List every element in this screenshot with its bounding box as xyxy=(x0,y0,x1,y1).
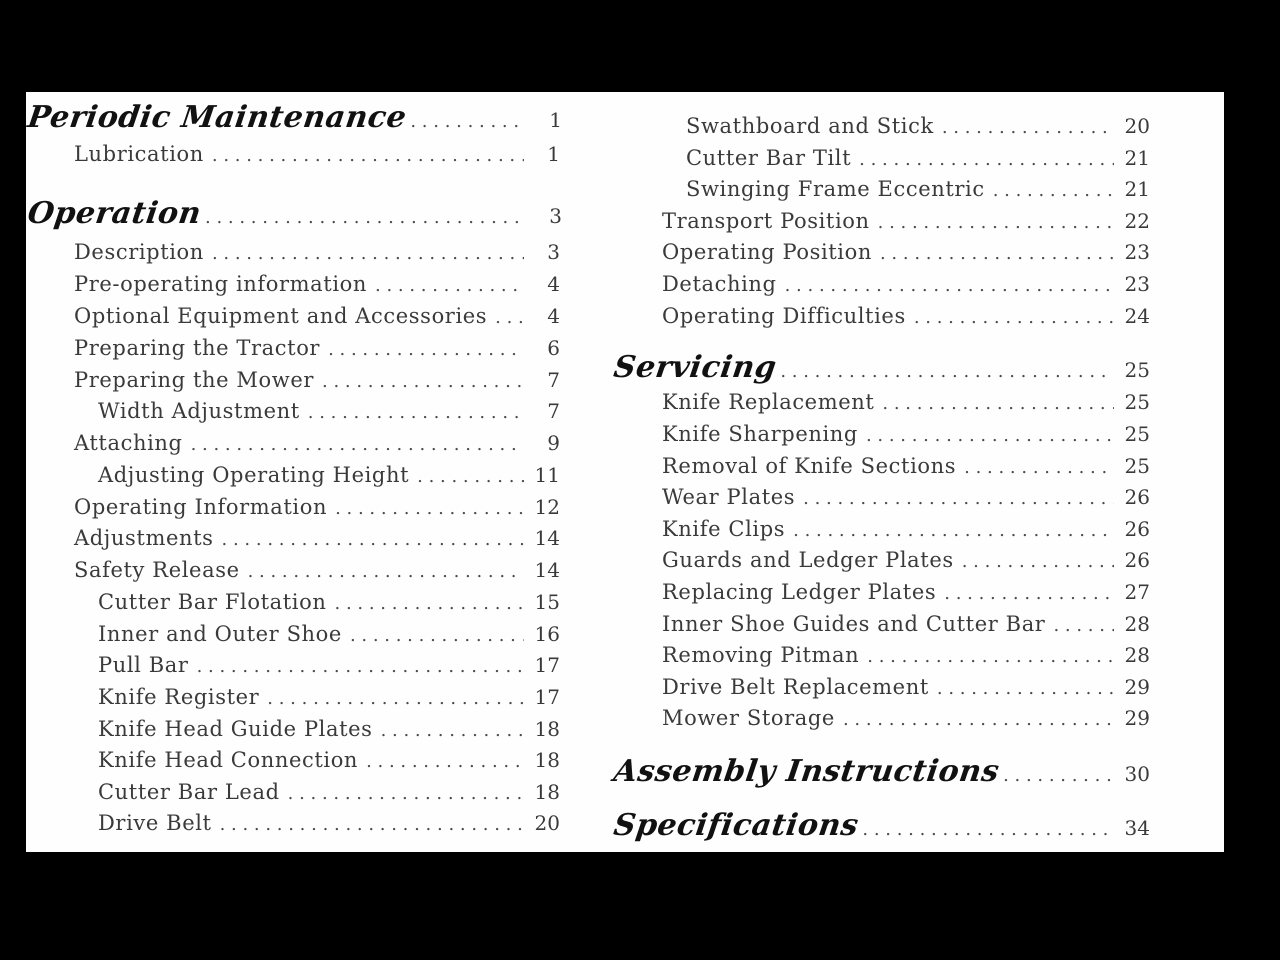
toc-entry-adjusting-height[interactable] xyxy=(98,463,560,487)
toc-entry-operating-position[interactable] xyxy=(662,240,1150,264)
toc-entry-adjustments[interactable] xyxy=(74,526,560,550)
leader-dots xyxy=(197,656,524,677)
leader-dots xyxy=(308,402,524,423)
leader-dots xyxy=(1053,615,1114,636)
toc-entry-operating-information[interactable] xyxy=(74,495,560,519)
page-number: 29 xyxy=(1124,675,1150,699)
toc-entry-label: Inner and Outer Shoe xyxy=(98,622,342,646)
toc-entry-cutter-bar-tilt[interactable] xyxy=(686,146,1150,170)
leader-dots xyxy=(867,646,1114,667)
leader-dots xyxy=(410,111,526,132)
toc-entry-preparing-mower[interactable] xyxy=(74,368,560,392)
toc-entry-label: Knife Register xyxy=(98,685,260,709)
toc-entry-replacing-ledger-plates[interactable] xyxy=(662,580,1150,604)
toc-section-title: Assembly Instructions xyxy=(611,754,1002,789)
toc-entry-label: Attaching xyxy=(74,431,183,455)
toc-entry-inner-outer-shoe[interactable] xyxy=(98,622,560,646)
toc-entry-label: Pull Bar xyxy=(98,653,189,677)
page-number: 16 xyxy=(534,622,560,646)
leader-dots xyxy=(375,275,524,296)
page-number: 25 xyxy=(1124,358,1150,382)
toc-entry-label: Preparing the Mower xyxy=(74,368,315,392)
toc-entry-label: Drive Belt xyxy=(98,811,212,835)
page-number: 9 xyxy=(547,431,560,455)
leader-dots xyxy=(914,307,1114,328)
leader-dots xyxy=(212,145,524,166)
leader-dots xyxy=(937,678,1114,699)
leader-dots xyxy=(222,529,524,550)
leader-dots xyxy=(212,243,524,264)
leader-dots xyxy=(1003,765,1114,786)
toc-section-assembly-instructions[interactable] xyxy=(611,754,1150,789)
page-number: 30 xyxy=(1124,762,1150,786)
leader-dots xyxy=(220,814,524,835)
toc-entry-label: Cutter Bar Flotation xyxy=(98,590,327,614)
leader-dots xyxy=(882,393,1114,414)
toc-entry-label: Knife Head Guide Plates xyxy=(98,717,373,741)
toc-entry-inner-shoe-guides[interactable] xyxy=(662,612,1150,636)
toc-entry-label: Cutter Bar Tilt xyxy=(686,146,852,170)
page-number: 3 xyxy=(547,240,560,264)
toc-entry-removing-pitman[interactable] xyxy=(662,643,1150,667)
page-number: 11 xyxy=(534,463,560,487)
leader-dots xyxy=(417,466,524,487)
leader-dots xyxy=(862,819,1114,840)
toc-entry-detaching[interactable] xyxy=(662,272,1150,296)
page-number: 29 xyxy=(1124,706,1150,730)
toc-entry-label: Preparing the Tractor xyxy=(74,336,321,360)
page-number: 22 xyxy=(1124,209,1150,233)
leader-dots xyxy=(793,520,1114,541)
toc-page xyxy=(26,92,1224,852)
leader-dots xyxy=(288,783,524,804)
toc-entry-label: Width Adjustment xyxy=(98,399,300,423)
toc-section-title: Operation xyxy=(26,196,204,231)
page-number: 14 xyxy=(534,526,560,550)
page-number: 6 xyxy=(547,336,560,360)
page-number: 20 xyxy=(1124,114,1150,138)
toc-entry-label: Mower Storage xyxy=(662,706,835,730)
leader-dots xyxy=(993,180,1114,201)
page-number: 15 xyxy=(534,590,560,614)
page-number: 26 xyxy=(1124,548,1150,572)
page-number: 24 xyxy=(1124,304,1150,328)
leader-dots xyxy=(866,425,1114,446)
page-number: 25 xyxy=(1124,390,1150,414)
leader-dots xyxy=(843,709,1114,730)
leader-dots xyxy=(335,498,524,519)
page-number: 28 xyxy=(1124,643,1150,667)
leader-dots xyxy=(366,751,524,772)
toc-entry-label: Detaching xyxy=(662,272,777,296)
toc-entry-label: Adjustments xyxy=(74,526,214,550)
toc-entry-label: Lubrication xyxy=(74,142,204,166)
toc-entry-label: Knife Head Connection xyxy=(98,748,359,772)
page-number: 18 xyxy=(534,748,560,772)
toc-section-title: Periodic Maintenance xyxy=(26,100,409,135)
page-number: 20 xyxy=(534,811,560,835)
toc-entry-lubrication[interactable] xyxy=(74,142,560,166)
leader-dots xyxy=(322,371,524,392)
toc-entry-cutter-bar-lead[interactable] xyxy=(98,780,560,804)
toc-entry-label: Knife Clips xyxy=(662,517,786,541)
leader-dots xyxy=(381,720,524,741)
leader-dots xyxy=(878,212,1114,233)
page-number: 26 xyxy=(1124,485,1150,509)
page-number: 7 xyxy=(547,399,560,423)
toc-entry-label: Guards and Ledger Plates xyxy=(662,548,954,572)
toc-entry-safety-release[interactable] xyxy=(74,558,560,582)
toc-entry-label: Removal of Knife Sections xyxy=(662,454,957,478)
toc-entry-cutter-bar-flotation[interactable] xyxy=(98,590,560,614)
toc-entry-knife-head-connection[interactable] xyxy=(98,748,560,772)
leader-dots xyxy=(803,488,1114,509)
page-number: 3 xyxy=(549,204,562,228)
leader-dots xyxy=(205,207,526,228)
page-number: 17 xyxy=(534,653,560,677)
toc-entry-label: Replacing Ledger Plates xyxy=(662,580,937,604)
toc-section-specifications[interactable] xyxy=(611,808,1150,843)
page-number: 1 xyxy=(547,142,560,166)
leader-dots xyxy=(328,339,524,360)
toc-entry-label: Pre-operating information xyxy=(74,272,368,296)
toc-entry-optional-equipment[interactable] xyxy=(74,304,560,328)
toc-section-servicing[interactable] xyxy=(611,350,1150,385)
page-number: 12 xyxy=(534,495,560,519)
leader-dots xyxy=(880,243,1114,264)
page-number: 23 xyxy=(1124,272,1150,296)
toc-entry-swinging-frame[interactable] xyxy=(686,177,1150,201)
toc-section-title: Servicing xyxy=(611,350,779,385)
toc-entry-label: Operating Position xyxy=(662,240,872,264)
leader-dots xyxy=(780,361,1114,382)
toc-entry-label: Swinging Frame Eccentric xyxy=(686,177,985,201)
toc-entry-wear-plates[interactable] xyxy=(662,485,1150,509)
toc-entry-label: Inner Shoe Guides and Cutter Bar xyxy=(662,612,1046,636)
toc-entry-pre-operating[interactable] xyxy=(74,272,560,296)
toc-entry-mower-storage[interactable] xyxy=(662,706,1150,730)
page-number: 25 xyxy=(1124,454,1150,478)
toc-section-periodic-maintenance[interactable] xyxy=(28,100,562,135)
toc-entry-label: Transport Position xyxy=(662,209,870,233)
toc-entry-knife-sharpening[interactable] xyxy=(662,422,1150,446)
page-number: 18 xyxy=(534,780,560,804)
page-number: 14 xyxy=(534,558,560,582)
toc-entry-pull-bar[interactable] xyxy=(98,653,560,677)
toc-entry-label: Removing Pitman xyxy=(662,643,860,667)
toc-entry-operating-difficulties[interactable] xyxy=(662,304,1150,328)
toc-entry-label: Knife Replacement xyxy=(662,390,875,414)
leader-dots xyxy=(962,551,1114,572)
page-number: 28 xyxy=(1124,612,1150,636)
toc-entry-drive-belt-replacement[interactable] xyxy=(662,675,1150,699)
page-number: 17 xyxy=(534,685,560,709)
page-number: 21 xyxy=(1124,177,1150,201)
toc-entry-preparing-tractor[interactable] xyxy=(74,336,560,360)
toc-entry-knife-clips[interactable] xyxy=(662,517,1150,541)
toc-entry-drive-belt[interactable] xyxy=(98,811,560,835)
page-number: 1 xyxy=(549,108,562,132)
page-number: 7 xyxy=(547,368,560,392)
page-number: 26 xyxy=(1124,517,1150,541)
leader-dots xyxy=(191,434,524,455)
leader-dots xyxy=(335,593,525,614)
toc-entry-label: Operating Information xyxy=(74,495,328,519)
leader-dots xyxy=(859,149,1114,170)
leader-dots xyxy=(944,583,1114,604)
toc-entry-knife-head-guide-plates[interactable] xyxy=(98,717,560,741)
leader-dots xyxy=(785,275,1114,296)
toc-entry-swathboard[interactable] xyxy=(686,114,1150,138)
toc-entry-label: Knife Sharpening xyxy=(662,422,858,446)
toc-entry-knife-register[interactable] xyxy=(98,685,560,709)
leader-dots xyxy=(942,117,1114,138)
leader-dots xyxy=(248,561,524,582)
toc-entry-attaching[interactable] xyxy=(74,431,560,455)
toc-entry-width-adjustment[interactable] xyxy=(98,399,560,423)
page-number: 25 xyxy=(1124,422,1150,446)
toc-entry-guards-ledger-plates[interactable] xyxy=(662,548,1150,572)
toc-entry-label: Safety Release xyxy=(74,558,240,582)
toc-entry-transport-position[interactable] xyxy=(662,209,1150,233)
toc-section-title: Specifications xyxy=(611,808,861,843)
toc-section-operation[interactable] xyxy=(28,196,562,231)
leader-dots xyxy=(350,625,524,646)
toc-entry-label: Cutter Bar Lead xyxy=(98,780,280,804)
toc-entry-label: Wear Plates xyxy=(662,485,796,509)
toc-entry-label: Adjusting Operating Height xyxy=(98,463,410,487)
leader-dots xyxy=(267,688,524,709)
toc-entry-label: Drive Belt Replacement xyxy=(662,675,929,699)
page-number: 23 xyxy=(1124,240,1150,264)
page-number: 18 xyxy=(534,717,560,741)
toc-entry-description[interactable] xyxy=(74,240,560,264)
page-number: 21 xyxy=(1124,146,1150,170)
page-number: 4 xyxy=(547,272,560,296)
toc-entry-label: Description xyxy=(74,240,204,264)
toc-entry-label: Swathboard and Stick xyxy=(686,114,934,138)
toc-entry-knife-replacement[interactable] xyxy=(662,390,1150,414)
page-number: 27 xyxy=(1124,580,1150,604)
toc-entry-label: Optional Equipment and Accessories xyxy=(74,304,488,328)
leader-dots xyxy=(964,457,1114,478)
toc-entry-label: Operating Difficulties xyxy=(662,304,906,328)
page-number: 34 xyxy=(1124,816,1150,840)
toc-entry-removal-knife-sections[interactable] xyxy=(662,454,1150,478)
leader-dots xyxy=(495,307,524,328)
page-number: 4 xyxy=(547,304,560,328)
